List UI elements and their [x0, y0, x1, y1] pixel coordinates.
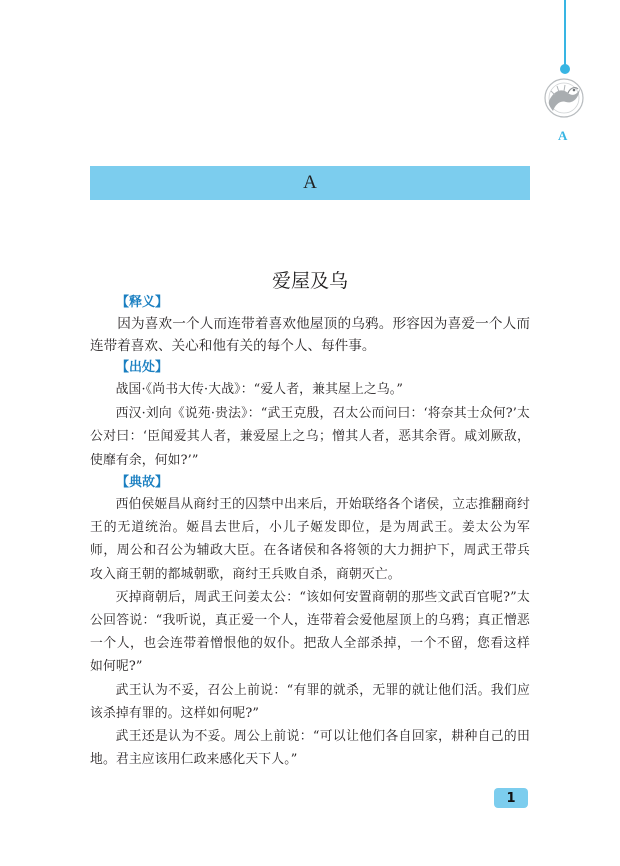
meaning-heading: 【释义】 [116, 295, 169, 310]
source-heading: 【出处】 [116, 360, 169, 375]
story-paragraph: 灭掉商朝后，周武王问姜太公：“该如何安置商朝的那些文武百官呢?”太公回答说：“我听说，真正爱一个人，连带着会爱他屋顶上的乌鸦；真正憎恶一个人，也会连带着憎恨他的奴仆。把敌人全部杀掉，一个不留，您看这样如何呢?” [90, 589, 530, 675]
page-number-badge [494, 788, 528, 808]
entry-content [90, 292, 530, 771]
decorative-thread-line [564, 0, 566, 66]
entry-title: 爱屋及乌 [271, 270, 348, 292]
thread-dot [560, 64, 570, 74]
section-banner-letter: A [303, 172, 317, 193]
story-paragraph: 西伯侯姬昌从商纣王的囚禁中出来后，开始联络各个诸侯，立志推翻商纣王的无道统治。姬昌去世后，小儿子姬发即位，是为周武王。姜太公为军师，周公和召公为辅政大臣。在各诸侯和各将领的大力拥护下，周武王带兵攻入商王朝的都城朝歌，商纣王兵败自杀，商朝灭亡。 [90, 497, 530, 582]
page-number: 1 [506, 790, 516, 806]
side-section-letter: A [558, 128, 568, 143]
source-paragraph: 西汉·刘向《说苑·贵法》：“武王克殷，召太公而问曰：‘将奈其士众何?’太公对曰：‘臣闻爱其人者，兼爱屋上之乌；憎其人者，恶其余胥。咸刘厥敌，使靡有余，何如?’” [90, 405, 530, 468]
story-paragraph: 武王认为不妥，召公上前说：“有罪的就杀，无罪的就让他们活。我们应该杀掉有罪的。这样如何呢?” [90, 682, 530, 721]
dragon-emblem-icon [540, 74, 588, 122]
story-paragraph: 武王还是认为不妥。周公上前说：“可以让他们各自回家，耕种自己的田地。君主应该用仁政来感化天下人。” [90, 729, 530, 768]
source-paragraph: 战国·《尚书大传·大战》：“爱人者，兼其屋上之乌。” [115, 382, 404, 397]
story-heading: 【典故】 [116, 475, 169, 490]
meaning-text: 因为喜欢一个人而连带着喜欢他屋顶的乌鸦。形容因为喜爱一个人而连带着喜欢、关心和他有关的每个人、每件事。 [90, 316, 530, 354]
section-banner [90, 166, 530, 200]
